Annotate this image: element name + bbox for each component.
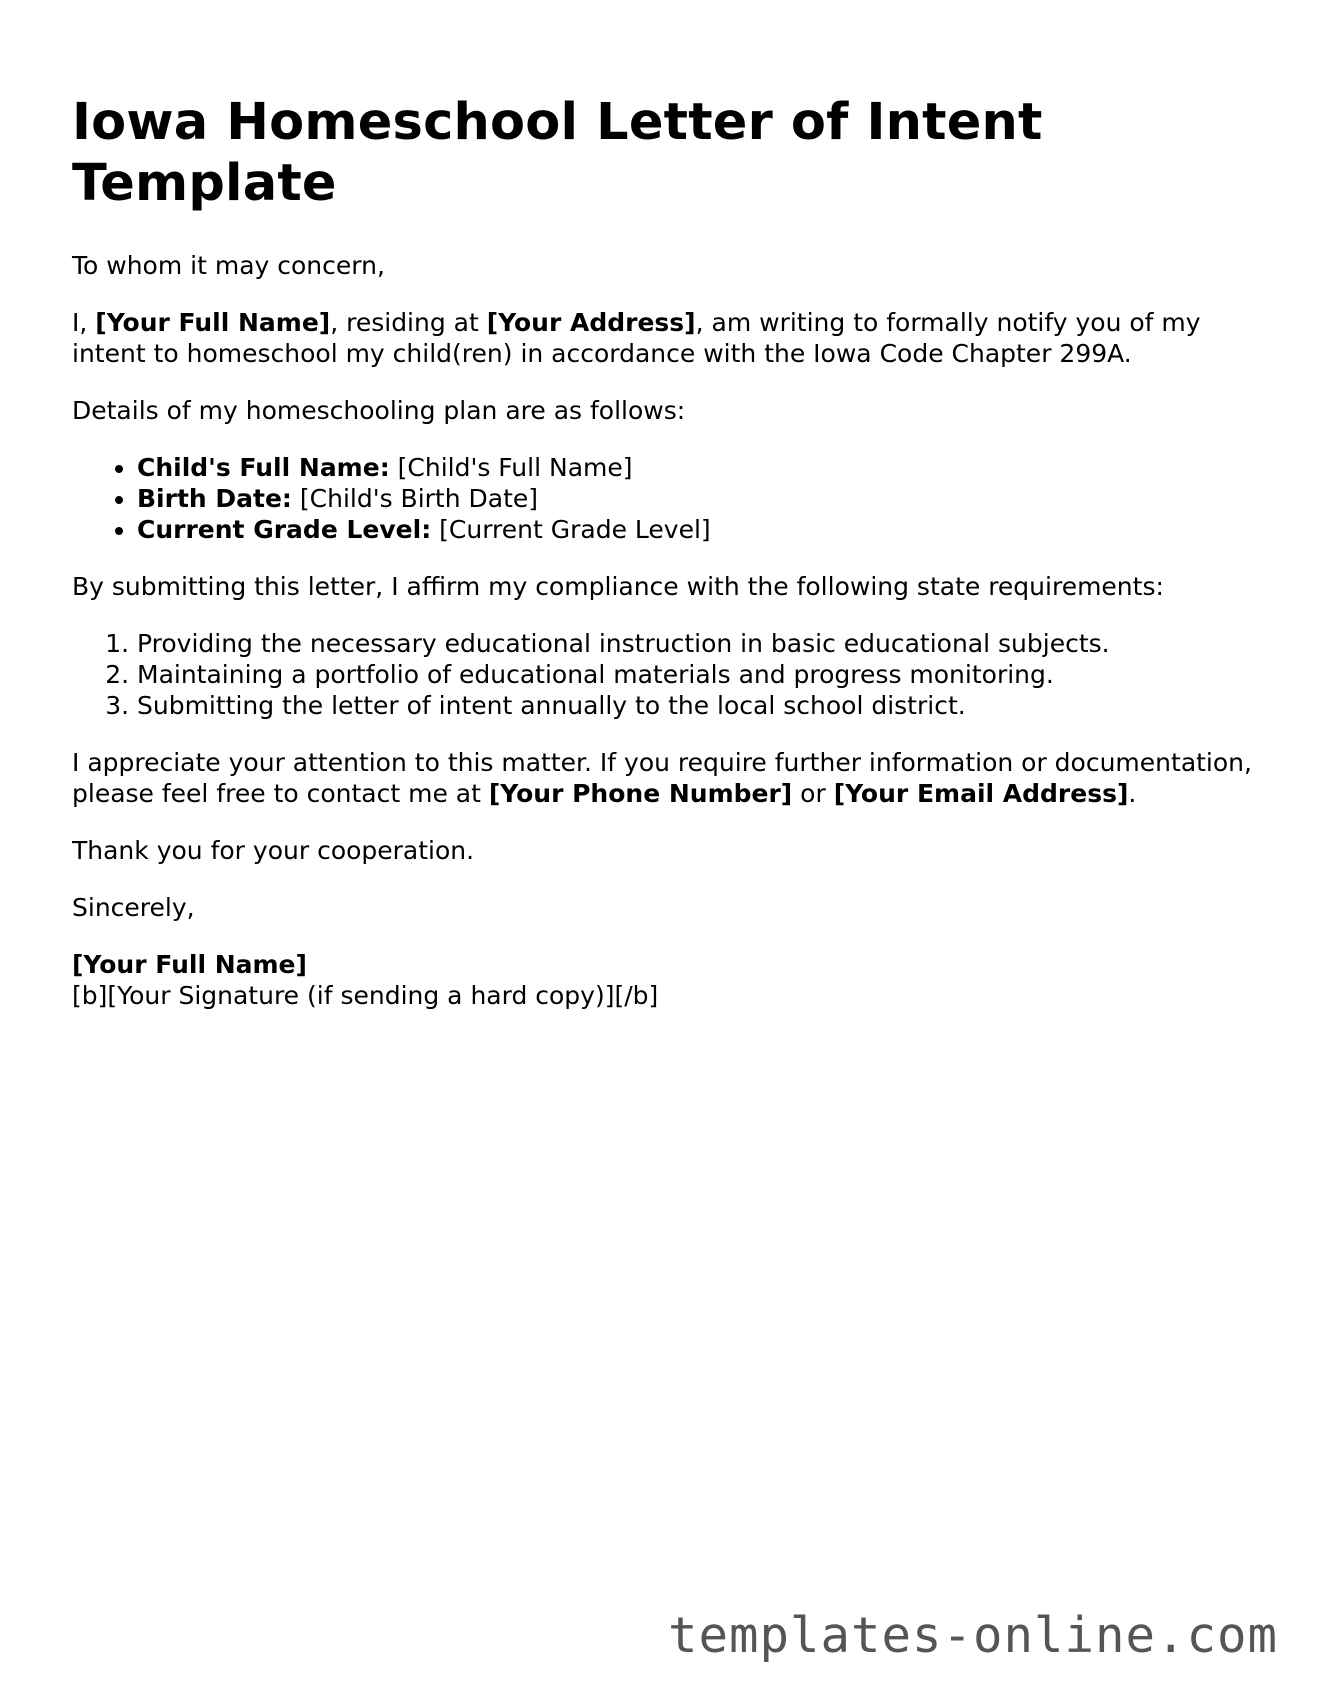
detail-label: Birth Date: [137,484,292,513]
watermark: templates-online.com [667,1607,1278,1664]
compliance-intro: By submitting this letter, I affirm my compliance with the following state requirements: [72,572,1164,601]
detail-value: [Child's Full Name] [389,453,633,482]
intro-mid: , residing at [330,308,487,337]
intro-suffix: , am writing to formally notify you of my intent to homeschool my child(ren) in accordance with the Iowa Code Chapter 299A. [72,308,1201,368]
requirements-list [72,628,1252,721]
letter-page [72,92,1252,1037]
details-intro: Details of my homeschooling plan are as follows: [72,396,686,425]
details-list [72,452,1252,545]
detail-value: [Child's Birth Date] [291,484,539,513]
closing-paragraph [72,747,1252,809]
email-placeholder: [Your Email Address] [833,779,1129,808]
closing-end: . [1128,779,1137,808]
list-item [137,452,1252,483]
signature-name: [Your Full Name] [72,950,307,979]
signature-block [72,949,1252,1011]
signature-line: [b][Your Signature (if sending a hard copy)][/b] [72,981,659,1010]
list-item: 3. Submitting the letter of intent annually to the local school district. [137,690,1252,721]
detail-value: [Current Grade Level] [431,515,711,544]
closing-text: I appreciate your attention to this matter. If you require further information or documentation, please feel free to contact me at [72,748,1252,808]
list-item [137,514,1252,545]
detail-label: Current Grade Level: [137,515,432,544]
salutation: To whom it may concern, [72,251,385,280]
closing-or: or [792,779,834,808]
phone-placeholder: [Your Phone Number] [488,779,793,808]
intro-paragraph [72,307,1252,369]
detail-label: Child's Full Name: [137,453,390,482]
list-item [137,483,1252,514]
intro-prefix: I, [72,308,96,337]
thanks-line: Thank you for your cooperation. [72,836,475,865]
list-item: 1. Providing the necessary educational instruction in basic educational subjects. [137,628,1252,659]
name-placeholder: [Your Full Name] [95,308,331,337]
signoff: Sincerely, [72,893,195,922]
list-item: 2. Maintaining a portfolio of educational materials and progress monitoring. [137,659,1252,690]
page-title: Iowa Homeschool Letter of Intent Template [72,93,1043,213]
address-placeholder: [Your Address] [486,308,696,337]
